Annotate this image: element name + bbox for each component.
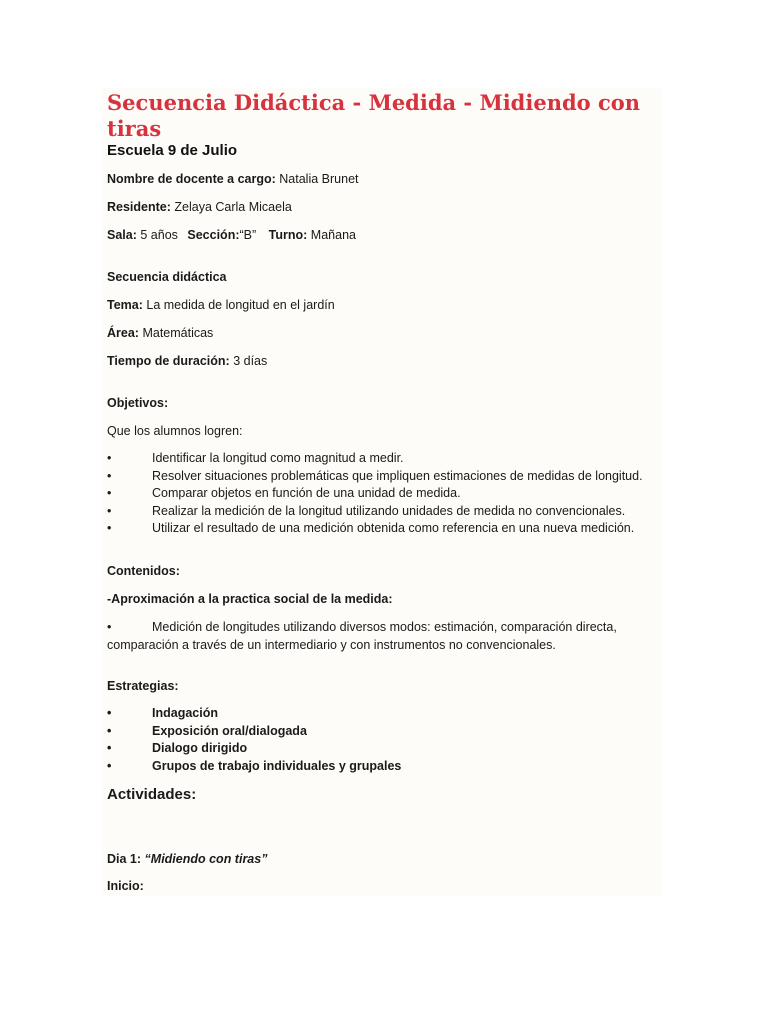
section-label: Sección: [187, 228, 240, 242]
objectives-intro: Que los alumnos logren: [107, 424, 243, 438]
section-value: “B” [239, 228, 257, 242]
list-item: • Indagación [107, 706, 218, 720]
sequence-heading: Secuencia didáctica [107, 270, 227, 284]
contents-subheading: -Aproximación a la practica social de la medida: [107, 592, 393, 606]
document-title: Secuencia Didáctica - Medida - Midiendo con tiras [107, 90, 641, 141]
resident-line [107, 200, 292, 214]
list-item: • Resolver situaciones problemáticas que impliquen estimaciones de medidas de longitud. [107, 468, 643, 483]
area-value: Matemáticas [142, 326, 214, 340]
school-name: Escuela 9 de Julio [107, 142, 238, 159]
teacher-label: Nombre de docente a cargo: [107, 172, 276, 186]
area-label: Área: [107, 326, 139, 340]
tema-label: Tema: [107, 298, 143, 312]
area-line [107, 326, 213, 340]
tema-value: La medida de longitud en el jardín [146, 298, 335, 312]
strategies-list [107, 705, 401, 775]
duration-line [107, 354, 267, 368]
list-item: • Dialogo dirigido [107, 741, 248, 755]
day1-line [107, 852, 267, 866]
list-item: • Realizar la medición de la longitud utilizando unidades de medida no convencionales. [107, 503, 626, 518]
teacher-value: Natalia Brunet [279, 172, 359, 186]
contents-paragraph: • Medición de longitudes utilizando diversos modos: estimación, comparación directa, comparación a través de un intermediario y con instrumentos no convencionales. [107, 620, 617, 652]
resident-label: Residente: [107, 200, 171, 214]
tema-line [107, 298, 335, 312]
list-item: • Exposición oral/dialogada [107, 723, 307, 738]
list-item: • Identificar la longitud como magnitud a medir. [107, 451, 404, 465]
activities-heading: Actividades: [107, 786, 197, 803]
duration-value: 3 días [233, 354, 268, 368]
turno-value: Mañana [310, 228, 356, 242]
list-item: • Grupos de trabajo individuales y grupales [107, 758, 402, 773]
strategies-heading: Estrategias: [107, 679, 179, 693]
list-item: • Comparar objetos en función de una unidad de medida. [107, 486, 461, 500]
day1-label: Dia 1: [107, 852, 142, 866]
contents-heading: Contenidos: [107, 564, 180, 578]
objectives-heading: Objetivos: [107, 396, 169, 410]
day1-name: “Midiendo con tiras” [144, 852, 268, 866]
sala-line [107, 228, 356, 242]
resident-value: Zelaya Carla Micaela [174, 200, 292, 214]
inicio-heading: Inicio: [107, 879, 144, 893]
list-item: • Utilizar el resultado de una medición obtenida como referencia en una nueva medición. [107, 521, 635, 535]
objectives-list [107, 450, 643, 538]
teacher-line [107, 172, 359, 186]
sala-value: 5 años [140, 228, 178, 242]
sala-label: Sala: [107, 228, 137, 242]
document-page [102, 88, 662, 896]
duration-label: Tiempo de duración: [107, 354, 230, 368]
turno-label: Turno: [268, 228, 308, 242]
